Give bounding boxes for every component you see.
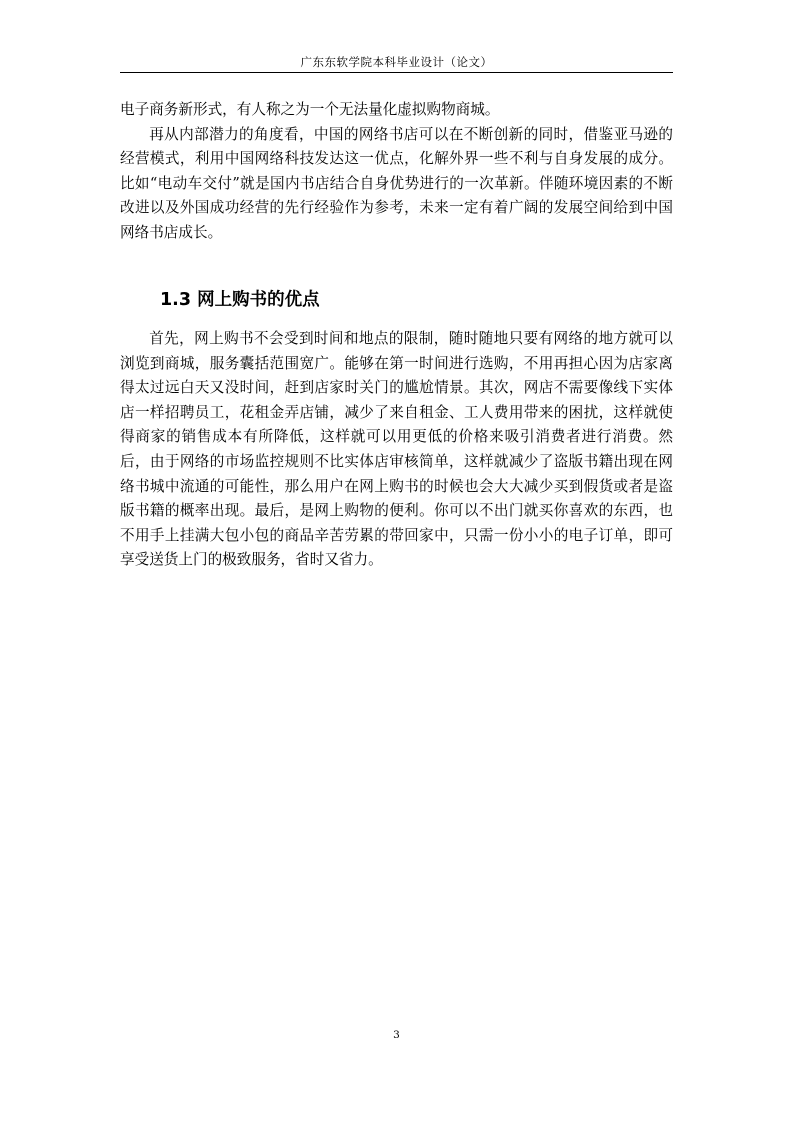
body-text-section — [120, 327, 673, 573]
body-text-top — [120, 98, 673, 246]
paragraph-continuation: 电子商务新形式，有人称之为一个无法量化虚拟购物商城。 — [120, 101, 500, 118]
page-header: 广东东软学院本科毕业设计（论文） — [300, 55, 493, 69]
paragraph-advantages: 首先，网上购书不会受到时间和地点的限制，随时随地只要有网络的地方就可以浏览到商城，服务囊括范围宽广。能够在第一时间进行选购，不用再担心因为店家离得太过远白天又没时间，赶到店家时关门的尴尬情景。其次，网店不需要像线下实体店一样招聘员工，花租金弄店铺，减少了来自租金、工人费用带来的困扰，这样就使得商家的销售成本有所降低，这样就可以用更低的价格来吸引消费者进行消费。然后，由于网络的市场监控规则不比实体店审核简单，这样就减少了盗版书籍出现在网络书城中流通的可能性，那么用户在网上购书的时候也会大大减少买到假货或者是盗版书籍的概率出现。最后，是网上购物的便利。你可以不出门就买你喜欢的东西，也不用手上挂满大包小包的商品辛苦劳累的带回家中，只需一份小小的电子订单，即可享受送货上门的极致服务，省时又省力。 — [120, 330, 673, 569]
header-divider — [120, 72, 673, 73]
page-number: 3 — [393, 1029, 400, 1041]
paragraph-inner-potential: 再从内部潜力的角度看，中国的网络书店可以在不断创新的同时，借鉴亚马逊的经营模式，利用中国网络科技发达这一优点，化解外界一些不利与自身发展的成分。比如“电动车交付”就是国内书店结合自身优势进行的一次革新。伴随环境因素的不断改进以及外国成功经营的先行经验作为参考，未来一定有着广阔的发展空间给到中国网络书店成长。 — [120, 125, 673, 241]
section-heading: 1.3 网上购书的优点 — [160, 290, 320, 310]
